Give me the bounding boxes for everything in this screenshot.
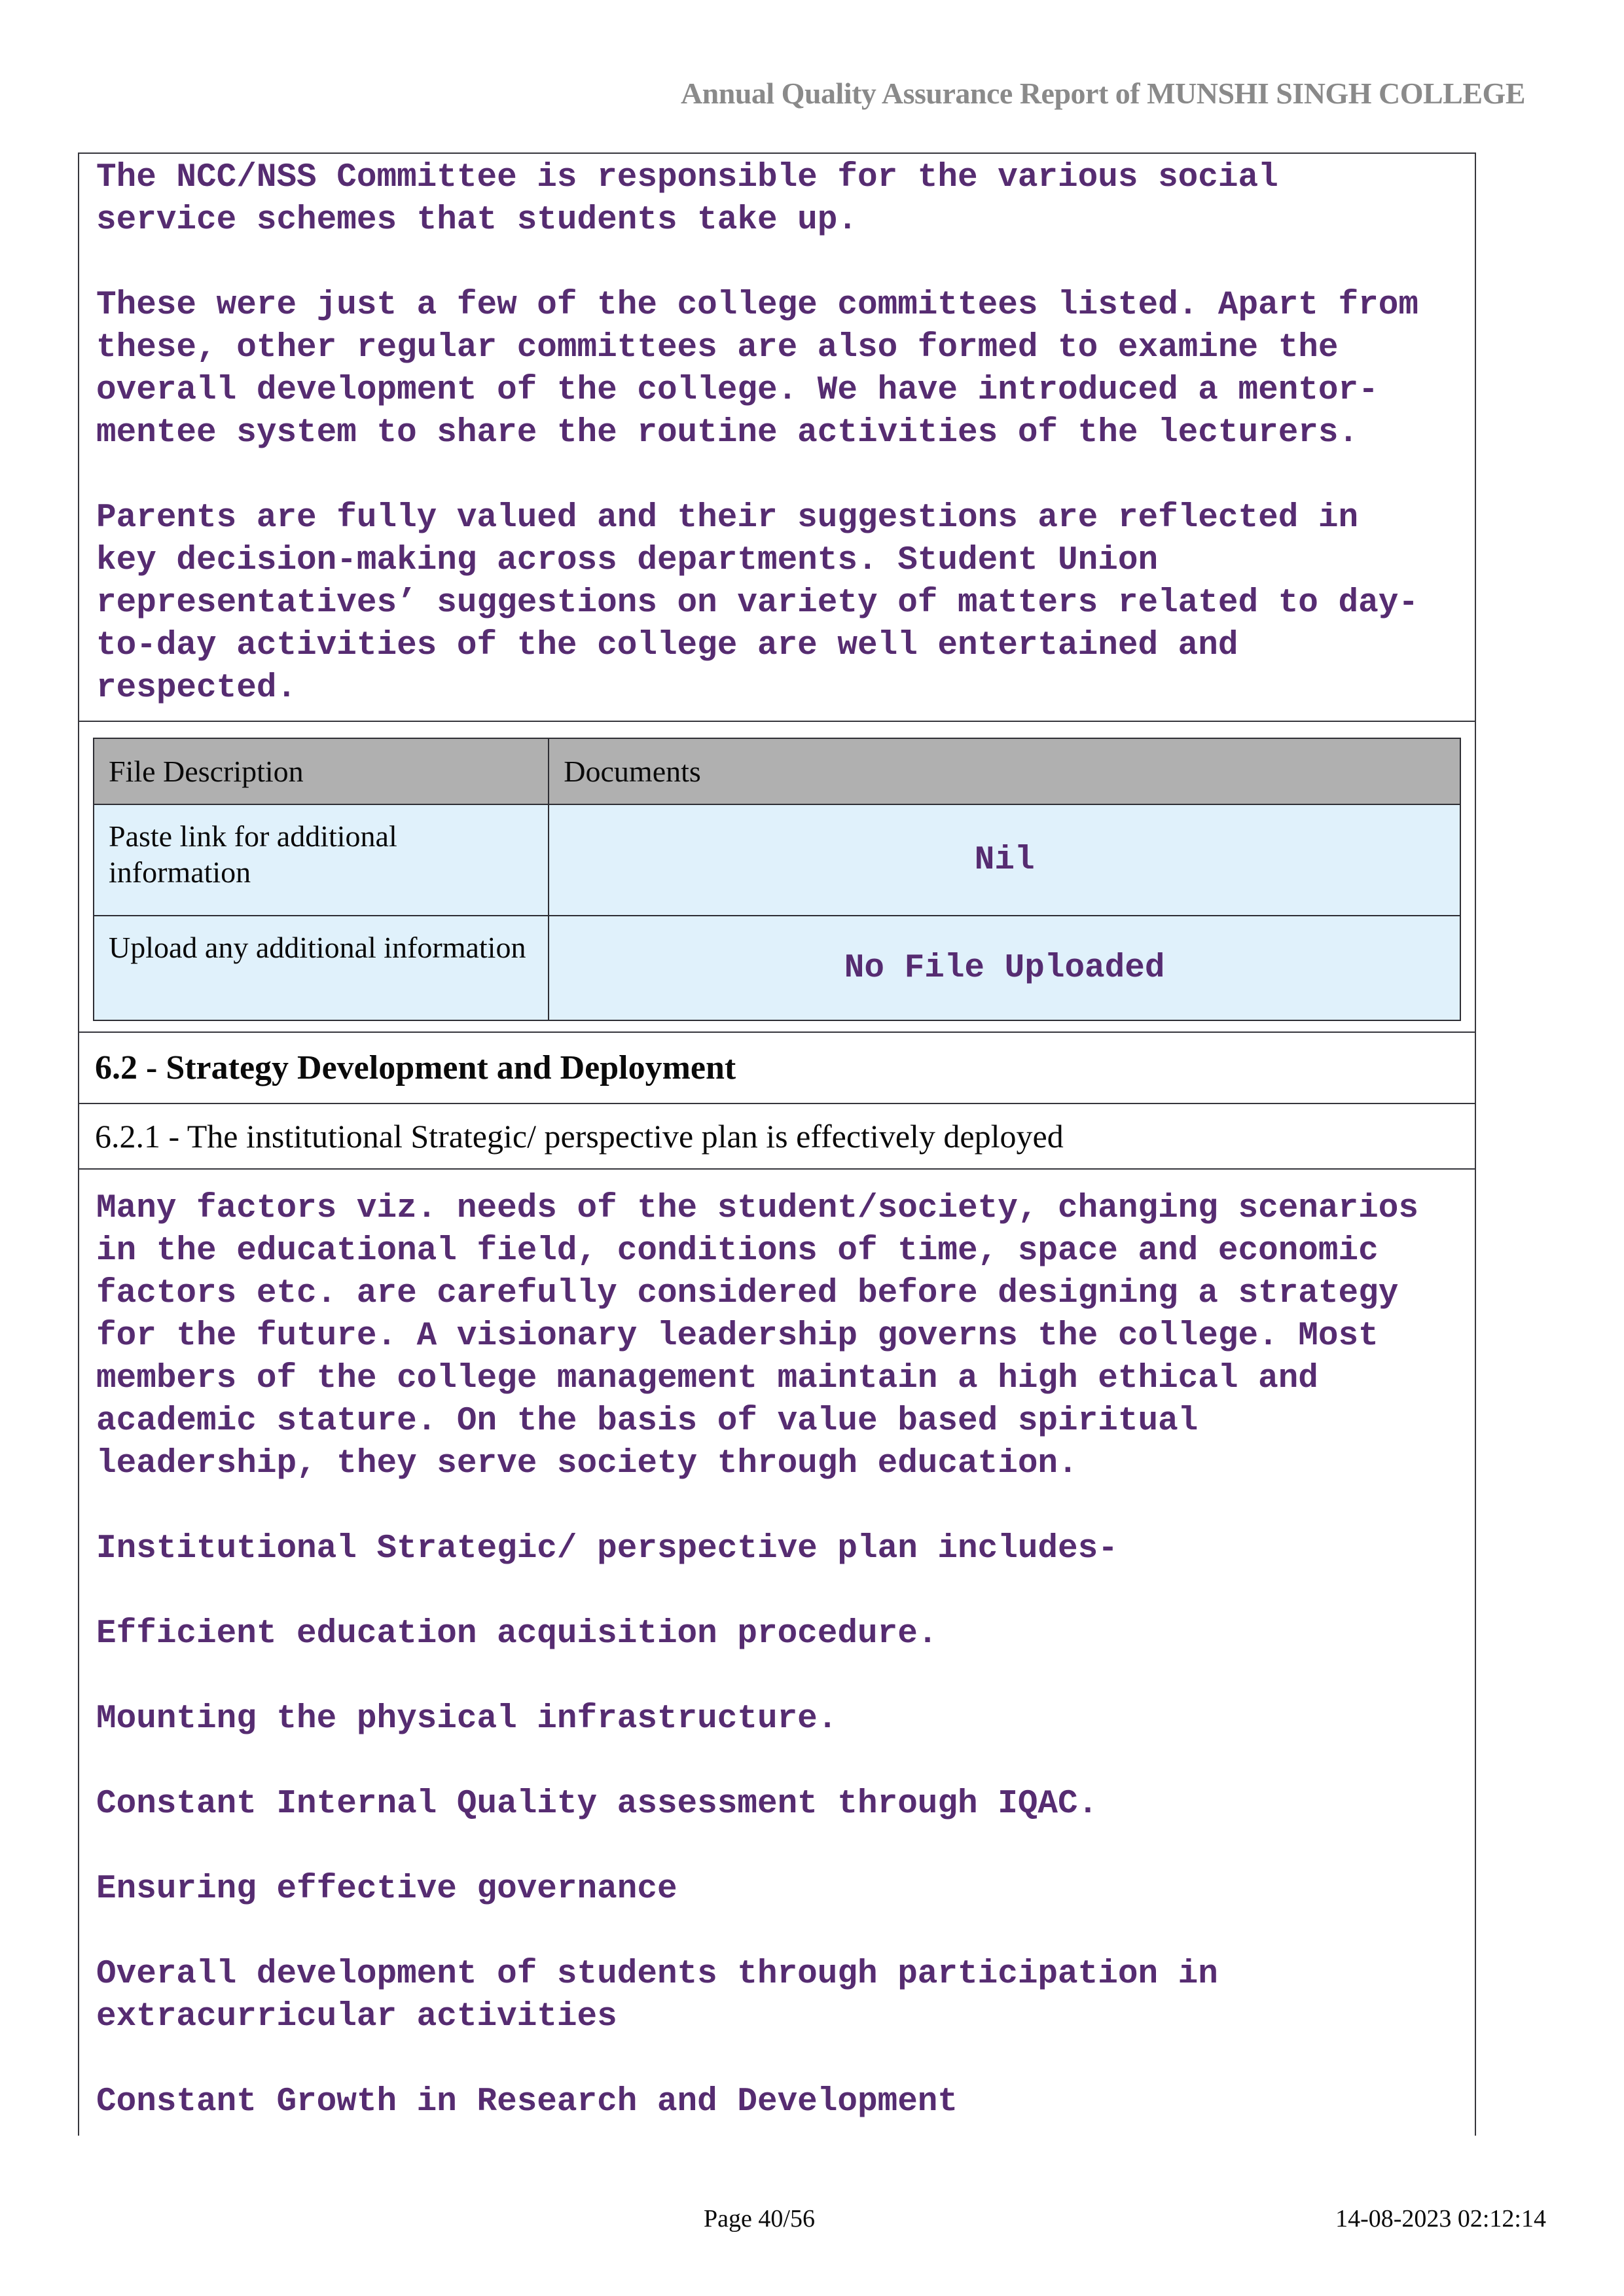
text-line <box>96 242 1459 284</box>
text-line: in the educational field, conditions of time, space and economic <box>96 1232 1379 1270</box>
strategy-text-section <box>78 1168 1476 2136</box>
text-line: Efficient education acquisition procedure. <box>96 1615 938 1653</box>
text-line: academic stature. On the basis of value based spiritual <box>96 1403 1199 1440</box>
text-line: overall development of the college. We have introduced a mentor- <box>96 372 1379 409</box>
file-table-section <box>78 721 1476 1033</box>
text-line: respected. <box>96 670 297 707</box>
text-line: key decision-making across departments. Student Union <box>96 542 1159 579</box>
column-header-file-description: File Description <box>94 738 549 804</box>
column-header-documents: Documents <box>549 738 1460 804</box>
text-line: these, other regular committees are also formed to examine the <box>96 329 1339 367</box>
text-line: mentee system to share the routine activities of the lecturers. <box>96 414 1359 452</box>
text-line <box>96 1485 1459 1528</box>
text-line <box>96 1910 1459 1953</box>
text-line: Overall development of students through participation in <box>96 1956 1218 1993</box>
text-line <box>96 1740 1459 1783</box>
text-line: representatives’ suggestions on variety of matters related to day- <box>96 584 1418 622</box>
section-heading-6-2-1: 6.2.1 - The institutional Strategic/ perspective plan is effectively deployed <box>78 1103 1476 1170</box>
text-line: extracurricular activities <box>96 1998 617 2036</box>
text-line: Parents are fully valued and their suggestions are reflected in <box>96 499 1359 537</box>
table-header-row <box>94 738 1460 804</box>
file-description-table <box>93 738 1461 1021</box>
text-line: The NCC/NSS Committee is responsible for the various social <box>96 159 1278 196</box>
text-line: factors etc. are carefully considered before designing a strategy <box>96 1275 1399 1312</box>
text-line: service schemes that students take up. <box>96 202 857 239</box>
content-column <box>78 152 1476 2136</box>
document-value-cell: No File Uploaded <box>549 916 1460 1020</box>
table-row <box>94 916 1460 1020</box>
text-line: Constant Growth in Research and Development <box>96 2083 958 2121</box>
text-line <box>96 1570 1459 1613</box>
text-line <box>96 454 1459 497</box>
text-line: Many factors viz. needs of the student/society, changing scenarios <box>96 1190 1418 1227</box>
text-line <box>96 2038 1459 2081</box>
text-line: to-day activities of the college are well entertained and <box>96 627 1238 664</box>
table-row <box>94 804 1460 916</box>
document-value-cell: Nil <box>549 804 1460 916</box>
text-line: These were just a few of the college committees listed. Apart from <box>96 287 1418 324</box>
footer-page-number: Page 40/56 <box>704 2205 815 2233</box>
file-description-cell: Paste link for additional information <box>94 804 549 916</box>
text-line: Constant Internal Quality assessment through IQAC. <box>96 1785 1098 1823</box>
text-line: leadership, they serve society through education. <box>96 1445 1078 1482</box>
text-line: Ensuring effective governance <box>96 1871 677 1908</box>
text-line: members of the college management maintain a high ethical and <box>96 1360 1318 1397</box>
text-line: Institutional Strategic/ perspective plan includes- <box>96 1530 1118 1568</box>
text-line: Mounting the physical infrastructure. <box>96 1700 838 1738</box>
text-line <box>96 1825 1459 1868</box>
file-description-cell: Upload any additional information <box>94 916 549 1020</box>
text-line: for the future. A visionary leadership governs the college. Most <box>96 1318 1379 1355</box>
report-title: Annual Quality Assurance Report of MUNSHI SINGH COLLEGE <box>680 77 1525 110</box>
text-line <box>96 1655 1459 1698</box>
footer-datetime: 14-08-2023 02:12:14 <box>1335 2205 1546 2233</box>
committee-text-section <box>78 152 1476 722</box>
section-heading-6-2: 6.2 - Strategy Development and Deployment <box>78 1031 1476 1104</box>
